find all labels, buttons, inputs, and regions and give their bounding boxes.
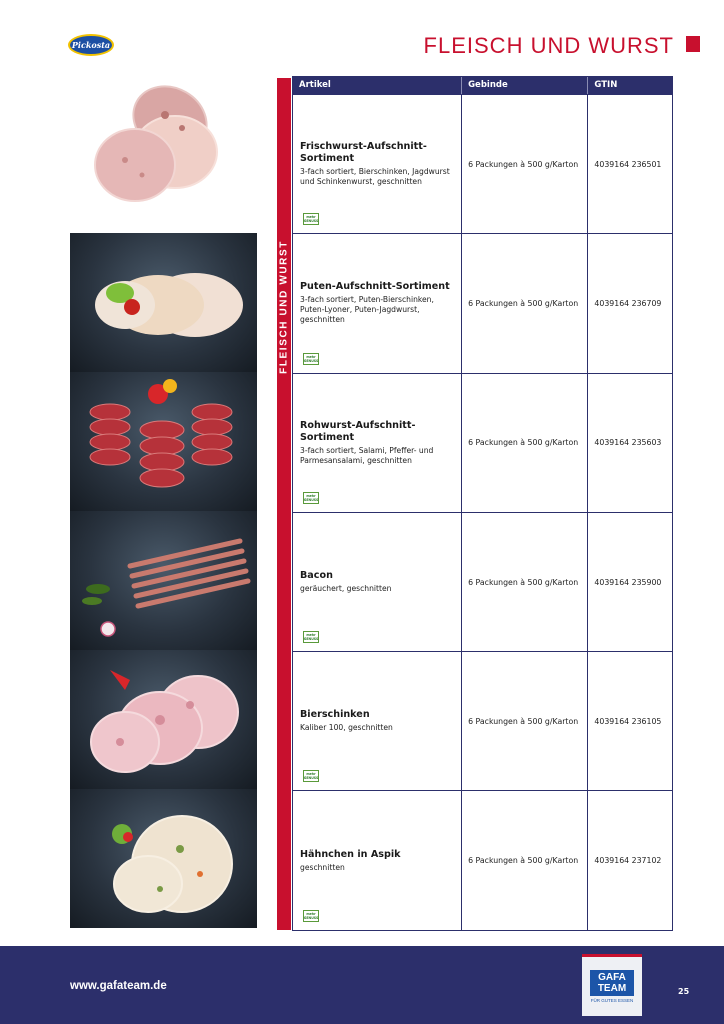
photo-rohwurst bbox=[70, 372, 257, 511]
photo-bierschinken bbox=[70, 650, 257, 789]
cell-artikel bbox=[293, 374, 462, 512]
badge-text: mehr bbox=[306, 633, 316, 638]
product-description: geschnitten bbox=[300, 862, 345, 872]
product-description: 3-fach sortiert, Bierschinken, Jagdwurst und Schinkenwurst, geschnitten bbox=[300, 167, 450, 187]
product-description: geräuchert, geschnitten bbox=[300, 584, 392, 594]
cell-gtin: 4039164 235900 bbox=[594, 577, 662, 587]
badge-text: mehr bbox=[306, 911, 316, 916]
logo-tagline: FÜR GUTES ESSEN bbox=[590, 998, 634, 1003]
cell-artikel bbox=[293, 95, 462, 233]
gafa-team-logo bbox=[582, 954, 642, 1016]
badge-text: GENUSS bbox=[303, 776, 319, 781]
cell-gebinde: 6 Packungen à 500 g/Karton bbox=[462, 513, 588, 651]
cell-gtin: 4039164 237102 bbox=[594, 856, 662, 866]
website-link[interactable]: www.gafateam.de bbox=[70, 980, 167, 992]
photo-bacon bbox=[70, 511, 257, 650]
column-header-gebinde: Gebinde bbox=[462, 77, 588, 94]
badge-text: GENUSS bbox=[303, 915, 319, 920]
badge-text: GENUSS bbox=[303, 219, 319, 224]
photo-puten bbox=[70, 233, 257, 372]
mehr-genuss-badge-icon bbox=[303, 213, 319, 225]
product-name: Hähnchen in Aspik bbox=[300, 848, 401, 860]
product-name: Bacon bbox=[300, 570, 333, 582]
product-name: Bierschinken bbox=[300, 709, 370, 721]
gafa-team-wordmark bbox=[590, 970, 634, 996]
photo-haehnchen-aspik bbox=[70, 789, 257, 928]
table-row bbox=[293, 512, 672, 651]
table-row bbox=[293, 233, 672, 372]
badge-text: mehr bbox=[306, 493, 316, 498]
mehr-genuss-badge-icon bbox=[303, 631, 319, 643]
cell-artikel bbox=[293, 791, 462, 929]
badge-text: GENUSS bbox=[303, 637, 319, 642]
page-number: 25 bbox=[678, 987, 690, 996]
cell-artikel bbox=[293, 652, 462, 790]
page-title: FLEISCH UND WURST bbox=[423, 33, 674, 58]
product-table bbox=[292, 76, 673, 931]
mehr-genuss-badge-icon bbox=[303, 492, 319, 504]
badge-text: mehr bbox=[306, 354, 316, 359]
page-footer bbox=[0, 946, 724, 1024]
photo-frischwurst bbox=[70, 80, 257, 233]
badge-text: GENUSS bbox=[303, 358, 319, 363]
cell-gebinde: 6 Packungen à 500 g/Karton bbox=[462, 791, 588, 929]
table-row bbox=[293, 651, 672, 790]
cell-gebinde: 6 Packungen à 500 g/Karton bbox=[462, 234, 588, 372]
side-band bbox=[277, 78, 291, 930]
side-label-text: FLEISCH UND WURST bbox=[278, 240, 290, 374]
title-accent-bar bbox=[686, 36, 700, 52]
mehr-genuss-badge-icon bbox=[303, 910, 319, 922]
product-description: 3-fach sortiert, Puten-Bierschinken, Puten-Lyoner, Puten-Jagdwurst, geschnitten bbox=[300, 295, 434, 325]
cell-gtin: 4039164 236709 bbox=[594, 298, 662, 308]
cell-artikel bbox=[293, 234, 462, 372]
column-header-gtin: GTIN bbox=[594, 80, 618, 90]
cell-gtin: 4039164 235603 bbox=[594, 438, 662, 448]
cell-gtin: 4039164 236105 bbox=[594, 716, 662, 726]
badge-text: GENUSS bbox=[303, 497, 319, 502]
logo-line: TEAM bbox=[597, 983, 627, 994]
product-description: 3-fach sortiert, Salami, Pfeffer- und Parmesansalami, geschnitten bbox=[300, 445, 434, 465]
side-label bbox=[278, 240, 290, 400]
product-photos bbox=[70, 80, 257, 928]
cell-gtin: 4039164 236501 bbox=[594, 159, 662, 169]
mehr-genuss-badge-icon bbox=[303, 770, 319, 782]
product-description: Kaliber 100, geschnitten bbox=[300, 723, 393, 733]
cell-gebinde: 6 Packungen à 500 g/Karton bbox=[462, 652, 588, 790]
cell-gebinde: 6 Packungen à 500 g/Karton bbox=[462, 374, 588, 512]
table-row bbox=[293, 373, 672, 512]
cell-artikel bbox=[293, 513, 462, 651]
table-row bbox=[293, 94, 672, 233]
product-name: Rohwurst-Aufschnitt-Sortiment bbox=[300, 419, 416, 443]
product-name: Frischwurst-Aufschnitt-Sortiment bbox=[300, 141, 427, 165]
logo-text: Pickosta bbox=[71, 40, 111, 50]
cell-gebinde: 6 Packungen à 500 g/Karton bbox=[462, 95, 588, 233]
product-name: Puten-Aufschnitt-Sortiment bbox=[300, 281, 450, 293]
badge-text: mehr bbox=[306, 215, 316, 220]
logo-line: GAFA bbox=[598, 972, 626, 983]
table-row bbox=[293, 790, 672, 929]
mehr-genuss-badge-icon bbox=[303, 353, 319, 365]
pickosta-logo bbox=[68, 34, 114, 56]
column-header-artikel: Artikel bbox=[293, 77, 462, 94]
badge-text: mehr bbox=[306, 772, 316, 777]
table-header bbox=[293, 77, 672, 94]
